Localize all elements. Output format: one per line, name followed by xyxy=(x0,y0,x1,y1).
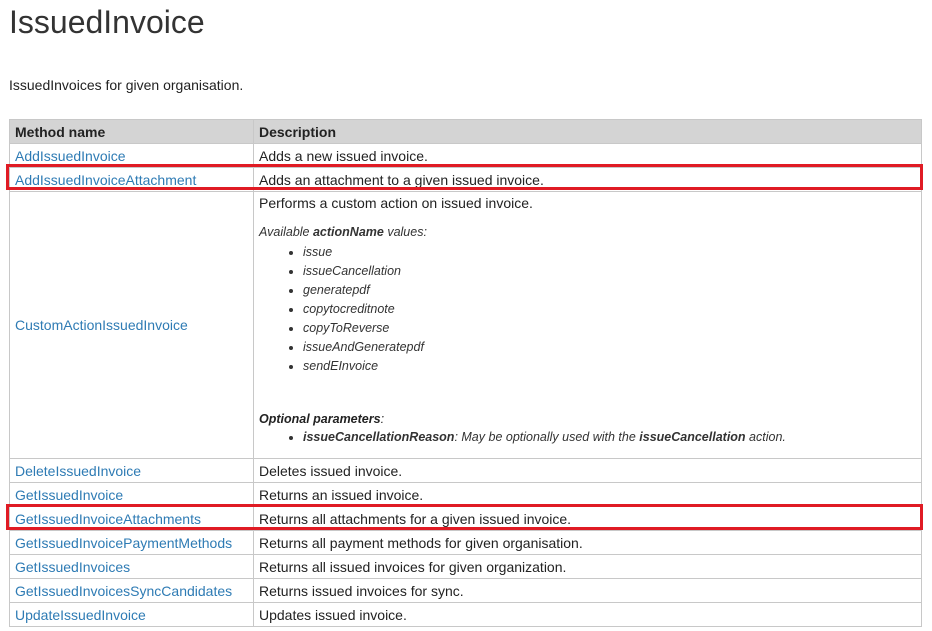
method-description: Returns an issued invoice. xyxy=(254,483,922,507)
table-row xyxy=(10,192,922,459)
method-description: Adds a new issued invoice. xyxy=(254,144,922,168)
method-description: Returns all issued invoices for given organization. xyxy=(254,555,922,579)
custom-action-description-cell xyxy=(254,192,922,459)
method-description: Deletes issued invoice. xyxy=(254,459,922,483)
page-title: IssuedInvoice xyxy=(9,4,205,40)
list-item: • copyToReverse xyxy=(303,319,917,338)
method-link-get-issued-invoice-payment-methods[interactable]: GetIssuedInvoicePaymentMethods xyxy=(15,534,233,551)
list-item: • issue xyxy=(303,243,917,262)
optional-parameters-title: Optional parameters: xyxy=(259,412,385,426)
methods-table xyxy=(9,119,922,627)
column-header-method: Method name xyxy=(10,120,254,144)
list-item: • copytocreditnote xyxy=(303,300,917,319)
method-link-update-issued-invoice[interactable]: UpdateIssuedInvoice xyxy=(15,606,146,623)
highlight-box-get-attachments xyxy=(6,504,923,530)
list-item: • issueAndGeneratepdf xyxy=(303,338,917,357)
method-description: Adds an attachment to a given issued invoice. xyxy=(254,168,922,192)
highlight-box-add-attachment xyxy=(6,164,923,190)
method-link-get-issued-invoice-attachments[interactable]: GetIssuedInvoiceAttachments xyxy=(15,510,201,527)
method-description: Performs a custom action on issued invoice. xyxy=(259,195,533,211)
table-row xyxy=(10,603,922,627)
optional-parameters-list xyxy=(259,428,917,446)
method-description: Returns issued invoices for sync. xyxy=(254,579,922,603)
list-item: • issueCancellationReason: May be optionally used with the issueCancellation action. xyxy=(303,428,917,446)
method-link-add-issued-invoice[interactable]: AddIssuedInvoice xyxy=(15,147,126,164)
column-header-description: Description xyxy=(254,120,922,144)
available-values-label: Available actionName values: xyxy=(259,225,427,239)
method-description: Returns all attachments for a given issued invoice. xyxy=(254,507,922,531)
method-link-delete-issued-invoice[interactable]: DeleteIssuedInvoice xyxy=(15,462,142,479)
table-row xyxy=(10,579,922,603)
list-item: • generatepdf xyxy=(303,281,917,300)
table-row xyxy=(10,459,922,483)
list-item: • sendEInvoice xyxy=(303,357,917,376)
method-link-custom-action-issued-invoice[interactable]: CustomActionIssuedInvoice xyxy=(15,317,188,333)
page-subtitle: IssuedInvoices for given organisation. xyxy=(9,77,244,93)
table-row xyxy=(10,555,922,579)
method-link-get-issued-invoice[interactable]: GetIssuedInvoice xyxy=(15,486,124,503)
method-link-get-issued-invoices[interactable]: GetIssuedInvoices xyxy=(15,558,131,575)
method-link-add-issued-invoice-attachment[interactable]: AddIssuedInvoiceAttachment xyxy=(15,171,197,188)
method-description: Updates issued invoice. xyxy=(254,603,922,627)
list-item: • issueCancellation xyxy=(303,262,917,281)
method-description: Returns all payment methods for given organisation. xyxy=(254,531,922,555)
table-row xyxy=(10,531,922,555)
action-values-list xyxy=(259,243,917,376)
method-link-get-issued-invoices-sync-candidates[interactable]: GetIssuedInvoicesSyncCandidates xyxy=(15,582,233,599)
table-header-row xyxy=(10,120,922,144)
table-row xyxy=(10,483,922,507)
